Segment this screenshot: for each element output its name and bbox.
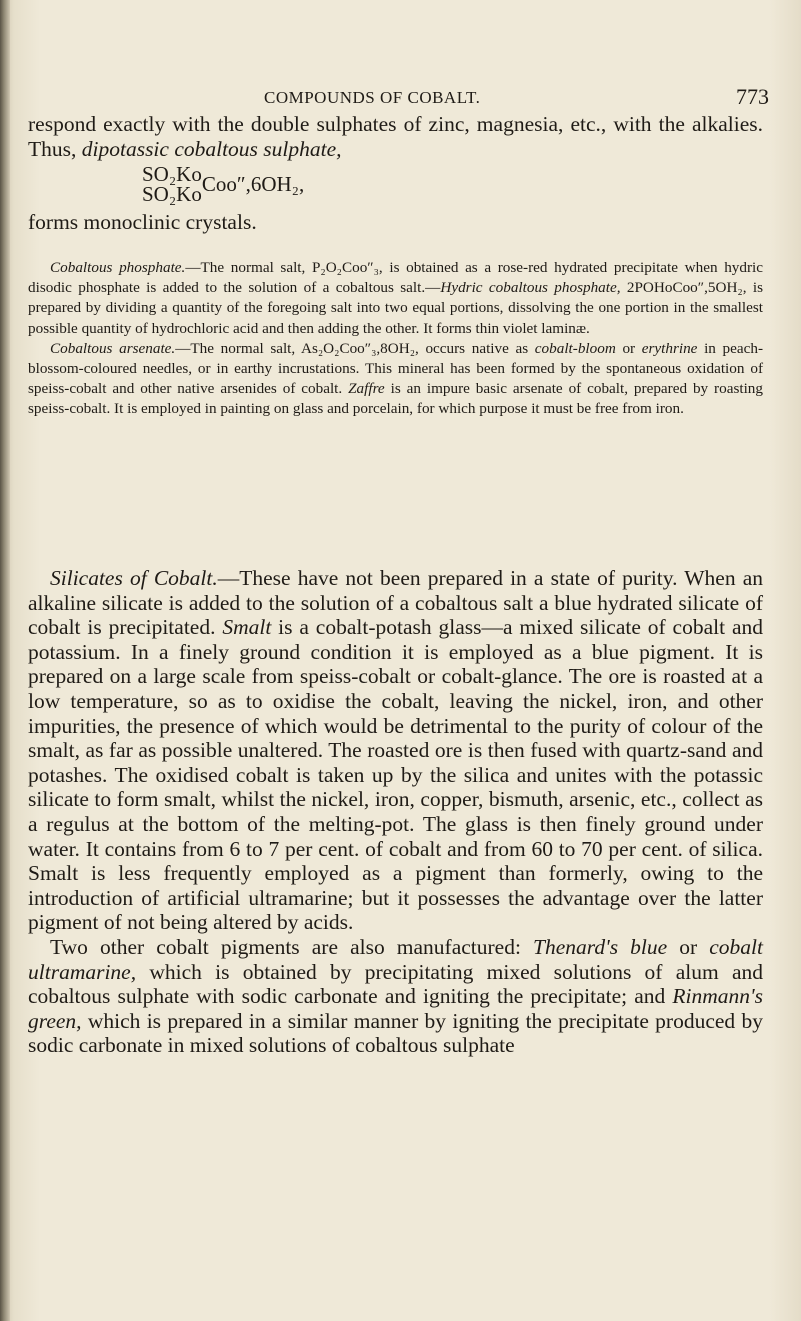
dipotassic-term: dipotassic cobaltous sulphate, (81, 136, 342, 161)
page-number: 773 (736, 84, 769, 109)
phosphate-text-b: 2POHoCoo″,5OH₂, is prepared by dividing a quantity of the foregoing salt into two equal portions, dissolving the one portion in the smallest possible quantity of hydrochloric acid and then adding the other. It forms thin violet laminæ. (28, 279, 763, 337)
silicates-title: Silicates of Cobalt. (50, 566, 218, 590)
arsenate-title: Cobaltous arsenate. (50, 339, 176, 357)
phosphate-paragraph (28, 258, 763, 420)
crystals-text: forms monoclinic crystals. (28, 210, 257, 234)
binding-spine (0, 0, 10, 1321)
running-head: COMPOUNDS OF COBALT. (264, 88, 481, 107)
pigments-text-c: which is obtained by precipitating mixed solutions of alum and cobaltous sulphate with sodic carbonate and igniting the precipitate; and (28, 959, 763, 1009)
phosphate-title: Cobaltous phosphate. (50, 259, 186, 276)
cobalt-bloom-term: cobalt-bloom (534, 339, 616, 357)
intro-text (28, 112, 763, 161)
thenard-term: Thenard's blue (533, 934, 668, 959)
phosphate-text-a: —The normal salt, P₂O₂Coo″₃, is obtained as a rose-red hydrated precipitate when hydric disodic phosphate is added to the solution of a cobaltous salt.— (28, 259, 763, 297)
cobalt-ultramarine-term: cobalt ultramarine, (28, 934, 763, 984)
pigments-text-b: or (667, 934, 710, 959)
intro-line: respond exactly with the double sulphates of zinc, magnesia, etc., with the alkalies. Thus, (28, 112, 763, 161)
chemical-formula (142, 164, 304, 204)
arsenate-text-c: in peach-blossom-coloured needles, or in earthy incrustations. This mineral has been formed by the spontaneous oxidation of speiss-cobalt and other native arsenides of cobalt. (28, 339, 763, 398)
rinmann-term: Rinmann's green, (28, 984, 763, 1033)
formula-bottom: SO₂Ko (142, 182, 202, 206)
silicates-section (28, 566, 763, 1058)
erythrine-term: erythrine (641, 339, 698, 357)
pigments-text-a: Two other cobalt pigments are also manufactured: (50, 934, 534, 959)
formula-stack (142, 164, 202, 204)
silicates-text-b: is a cobalt-potash glass—a mixed silicate of cobalt and potassium. In a finely ground condition it is employed as a blue pigment. It is prepared on a large scale from speiss-cobalt or cobalt-glance. The ore is roasted at a low temperature, so as to oxidise the cobalt, leaving the nickel, iron, and other impurities, the presence of which would be detrimental to the purity of colour of the smalt, as far as possible unaltered. The roasted ore is then fused with quartz-sand and potashes. The oxidised cobalt is taken up by the silica and unites with the potassic silicate to form smalt, whilst the nickel, iron, copper, bismuth, arsenic, etc., collect as a regulus at the bottom of the melting-pot. The glass is then finely ground under water. It contains from 6 to 7 per cent. of cobalt and from 60 to 70 per cent. of silica. Smalt is less frequently employed as a pigment than formerly, owing to the introduction of artificial ultramarine; but it possesses the advantage over the latter pigment of not being altered by acids. (28, 615, 763, 935)
arsenate-text-d: is an impure basic arsenate of cobalt, prepared by roasting speiss-cobalt. It is employed in painting on glass and porcelain, for which purpose it must be free from iron. (28, 380, 763, 418)
arsenate-text-a: —The normal salt, As₂O₂Coo″₃,8OH₂, occurs native as (175, 339, 535, 357)
formula-top: SO₂Ko (142, 162, 202, 186)
arsenate-text-b: or (615, 339, 642, 357)
zaffre-term: Zaffre (348, 380, 385, 398)
smalt-term: Smalt (222, 615, 272, 640)
pigments-text-d: which is prepared in a similar manner by igniting the precipitate produced by sodic carbonate in mixed solutions of cobaltous sulphate (28, 1008, 763, 1058)
hydric-term: Hydric cobaltous phosphate, (440, 279, 621, 297)
silicates-text-a: —These have not been prepared in a state of purity. When an alkaline silicate is added to the solution of a cobaltous salt a blue hydrated silicate of cobalt is precipitated. (28, 566, 764, 640)
formula-tail: Coo″,6OH₂, (201, 172, 305, 196)
page-header (0, 84, 801, 114)
crystals-line (28, 210, 763, 235)
intro-paragraph (28, 112, 763, 161)
